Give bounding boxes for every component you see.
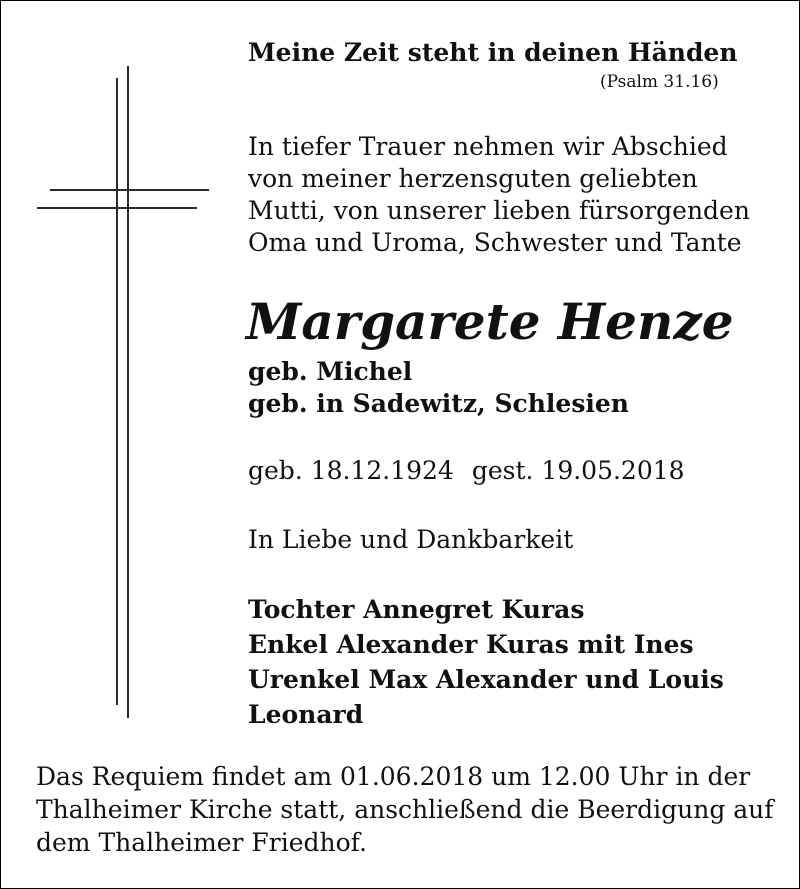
mourner: Tochter Annegret Kuras <box>248 595 585 624</box>
deceased-details <box>248 356 629 420</box>
life-dates <box>248 456 685 485</box>
service-notice <box>36 760 774 859</box>
notice-line: dem Thalheimer Friedhof. <box>36 828 367 857</box>
notice-line: Thalheimer Kirche statt, anschließend die Beerdigung auf <box>36 795 774 824</box>
intro-line: Mutti, von unserer lieben fürsorgenden <box>248 196 750 225</box>
birth-date: geb. 18.12.1924 <box>248 456 454 485</box>
intro-line: Oma und Uroma, Schwester und Tante <box>248 228 742 257</box>
mourner: Enkel Alexander Kuras mit Ines <box>248 630 694 659</box>
intro-line: von meiner herzensguten geliebten <box>248 164 698 193</box>
birthplace: geb. in Sadewitz, Schlesien <box>248 389 629 418</box>
notice-line: Das Requiem findet am 01.06.2018 um 12.00 Uhr in der <box>36 762 751 791</box>
closing-phrase: In Liebe und Dankbarkeit <box>248 525 574 554</box>
motto: Meine Zeit steht in deinen Händen <box>248 38 738 67</box>
mourner: Leonard <box>248 700 364 729</box>
mourner: Urenkel Max Alexander und Louis <box>248 665 724 694</box>
intro-line: In tiefer Trauer nehmen wir Abschied <box>248 132 728 161</box>
death-date: gest. 19.05.2018 <box>471 456 685 485</box>
mourners-list <box>248 592 724 732</box>
psalm-reference: (Psalm 31.16) <box>600 72 719 92</box>
intro-text <box>248 131 750 259</box>
deceased-name: Margarete Henze <box>246 292 734 351</box>
maiden-name: geb. Michel <box>248 357 413 386</box>
